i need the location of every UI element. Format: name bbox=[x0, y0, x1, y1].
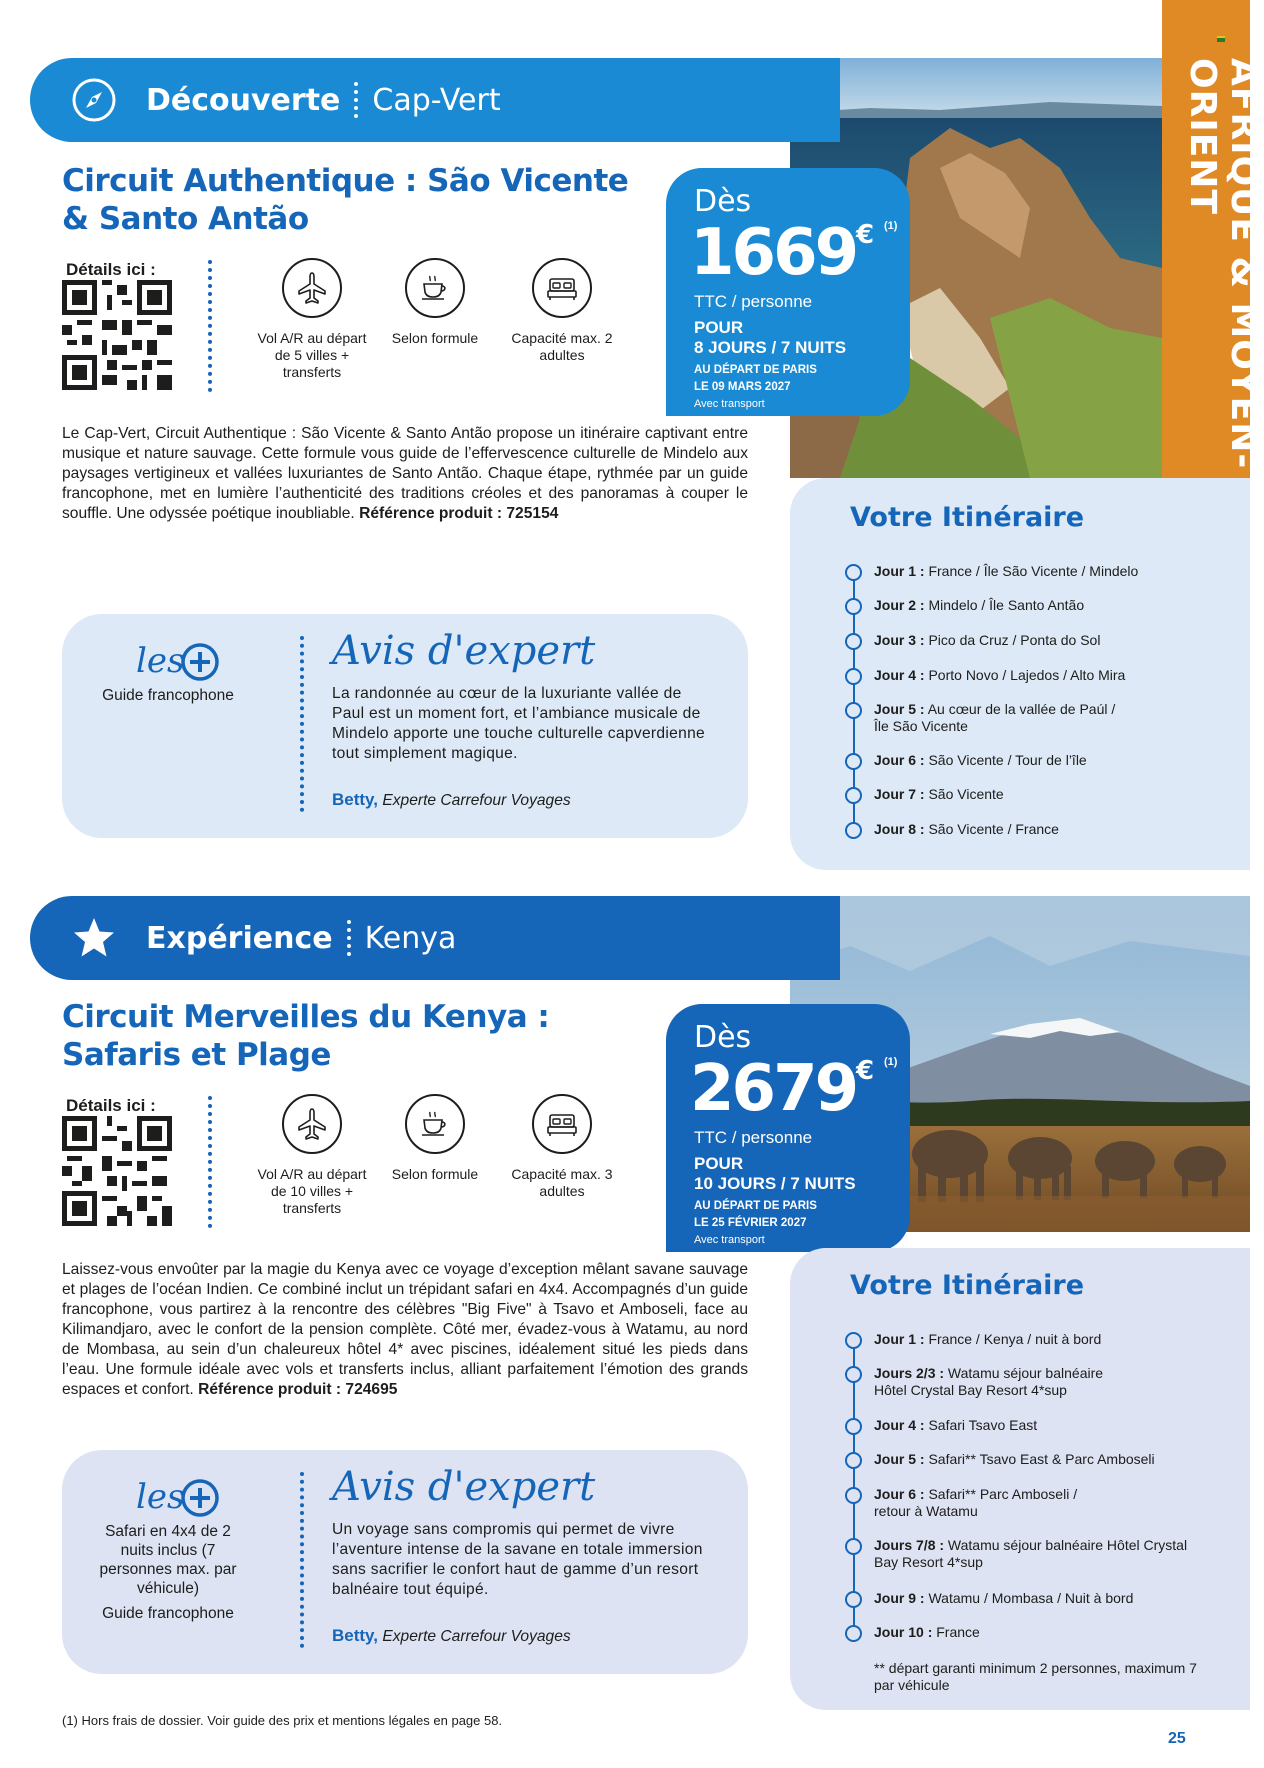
itinerary-day-label: Jour 2 : bbox=[874, 597, 925, 613]
itinerary-day-text: France / Île São Vicente / Mindelo bbox=[928, 563, 1139, 579]
bed-icon bbox=[532, 258, 592, 318]
itinerary-day-label: Jours 7/8 : bbox=[874, 1537, 945, 1553]
itinerary-day-text: France / Kenya / nuit à bord bbox=[928, 1331, 1102, 1347]
itinerary-title: Votre Itinéraire bbox=[850, 1270, 1085, 1301]
section-banner-decouverte bbox=[30, 58, 840, 142]
itinerary-day bbox=[874, 1590, 1214, 1607]
timeline-dot bbox=[845, 1418, 862, 1435]
plus-item: Safari en 4x4 de 2 nuits inclus (7 personnes max. par véhicule) bbox=[99, 1523, 237, 1597]
feature-board bbox=[375, 258, 495, 347]
feature-flight-label: Vol A/R au départ de 10 villes + transferts bbox=[257, 1166, 367, 1216]
timeline-dot bbox=[845, 753, 862, 770]
price-badge bbox=[666, 1004, 910, 1252]
feature-capacity bbox=[502, 258, 622, 364]
feature-board-label: Selon formule bbox=[391, 1166, 479, 1182]
compass-icon bbox=[64, 70, 124, 130]
vertical-divider bbox=[208, 260, 212, 392]
price-per-person: TTC / personne bbox=[694, 292, 813, 311]
plus-list bbox=[90, 686, 246, 705]
plus-list bbox=[90, 1522, 246, 1623]
price-transport: Avec transport bbox=[694, 1234, 765, 1246]
itinerary-day bbox=[874, 1624, 1214, 1641]
region-label: AFRIQUE & MOYEN-ORIENT bbox=[1182, 58, 1264, 470]
itinerary-day-label: Jour 4 : bbox=[874, 1417, 925, 1433]
footnote: (1) Hors frais de dossier. Voir guide des prix et mentions légales en page 58. bbox=[62, 1713, 503, 1728]
timeline-dot bbox=[845, 702, 862, 719]
itinerary-day-text: Safari** Parc Amboseli / bbox=[928, 1486, 1078, 1502]
itinerary-day-label: Jour 6 : bbox=[874, 1486, 925, 1502]
price-currency: € bbox=[856, 1056, 875, 1086]
banner-category: Découverte bbox=[146, 82, 341, 118]
itinerary-day bbox=[874, 597, 1214, 614]
expert-signature: Betty, Experte Carrefour Voyages bbox=[332, 790, 571, 809]
les-text: les bbox=[136, 1477, 185, 1517]
price-currency: € bbox=[856, 220, 875, 250]
itinerary-day bbox=[874, 563, 1214, 580]
price-from: Dès bbox=[694, 184, 752, 219]
itinerary-title: Votre Itinéraire bbox=[850, 502, 1085, 533]
price-note-ref: (1) bbox=[884, 1056, 898, 1068]
feature-flight-label: Vol A/R au départ de 5 villes + transferts bbox=[257, 330, 367, 380]
itinerary-day-text: Safari Tsavo East bbox=[928, 1417, 1038, 1433]
product-reference: Référence produit : 724695 bbox=[198, 1381, 398, 1398]
plus-item: Guide francophone bbox=[102, 687, 234, 704]
price-badge bbox=[666, 168, 910, 416]
itinerary-day-text: Watamu séjour balnéaire bbox=[947, 1365, 1104, 1381]
itinerary-day-text-line2: Île São Vicente bbox=[874, 718, 968, 734]
itinerary-day bbox=[874, 1451, 1214, 1468]
itinerary-day-label: Jour 1 : bbox=[874, 1331, 925, 1347]
plane-icon bbox=[282, 258, 342, 318]
expert-text: Un voyage sans compromis qui permet de vivre l’aventure intense de la savane en totale immersion sans sacrifier le confort haut de gamme d’un resort balnéaire tout équipé. bbox=[332, 1521, 703, 1598]
expert-text: La randonnée au cœur de la luxuriante vallée de Paul est un moment fort, et l’ambiance musicale de Mindelo apporte une touche culturelle capverdienne tout simplement magique. bbox=[332, 685, 706, 762]
itinerary-note: ** départ garanti minimum 2 personnes, maximum 7 par véhicule bbox=[874, 1660, 1197, 1693]
timeline-dot bbox=[845, 1366, 862, 1383]
feature-board-label: Selon formule bbox=[391, 330, 479, 346]
timeline-dot bbox=[845, 1591, 862, 1608]
vertical-divider bbox=[208, 1096, 212, 1228]
offer-description: Le Cap-Vert, Circuit Authentique : São Vicente & Santo Antão propose un itinéraire captivant entre musique et nature sauvage. Cette formule vous guide de l’effervescence culturelle de Mindelo aux paysages vertigineux et vallées luxuriantes de Santo Antão. Chaque étape, rythmée par un guide francophone, met en lumière l’authenticité des traditions créoles et des panoramas à couper le souffle. Une odyssée poétique inoubliable. Référence produit : 725154 bbox=[62, 425, 748, 522]
plus-badge bbox=[134, 1470, 234, 1520]
itinerary-day-label: Jour 10 : bbox=[874, 1624, 933, 1640]
expert-divider bbox=[300, 1472, 304, 1648]
product-reference: Référence produit : 725154 bbox=[359, 505, 559, 522]
timeline-dot bbox=[845, 1625, 862, 1642]
expert-title: Avis d'expert bbox=[332, 628, 596, 674]
expert-signature: Betty, Experte Carrefour Voyages bbox=[332, 1626, 571, 1645]
timeline-dot bbox=[845, 633, 862, 650]
itinerary-day-text: Watamu / Mombasa / Nuit à bord bbox=[928, 1590, 1134, 1606]
offer-description: Laissez-vous envoûter par la magie du Kenya avec ce voyage d’exception mêlant savane sauvage et plages de l’océan Indien. Ce combiné inclut un trépidant safari en 4x4. Accompagnés d’un guide francophone, vous partirez à la rencontre des célèbres "Big Five" à Tsavo et Amboseli, face au Kilimandjaro, avec le confort de la pension complète. Côté mer, évadez-vous à Watamu, au nord de Mombasa, au sein d’un chaleureux hôtel 4* avec piscines, idéalement situé les pieds dans l’eau. Une formule idéale avec vols et transferts inclus, alliant parfaitement l’émotion des grands espaces et confort. Référence produit : 724695 bbox=[62, 1261, 748, 1398]
timeline-dot bbox=[845, 668, 862, 685]
feature-flight bbox=[252, 1094, 372, 1217]
itinerary-day-text: São Vicente / France bbox=[928, 821, 1059, 837]
itinerary-day-label: Jour 7 : bbox=[874, 786, 925, 802]
plus-item: Guide francophone bbox=[102, 1605, 234, 1622]
itinerary-day-label: Jour 3 : bbox=[874, 632, 925, 648]
banner-separator bbox=[347, 920, 351, 956]
itinerary-day-label: Jour 6 : bbox=[874, 752, 925, 768]
expert-box bbox=[62, 614, 748, 838]
price-duration: POUR 8 JOURS / 7 NUITS bbox=[694, 318, 847, 357]
bed-icon bbox=[532, 1094, 592, 1154]
itinerary-day bbox=[874, 1486, 1214, 1520]
itinerary-day-text: Safari** Tsavo East & Parc Amboseli bbox=[928, 1451, 1155, 1467]
feature-flight bbox=[252, 258, 372, 381]
coffee-cup-icon bbox=[405, 258, 465, 318]
details-label: Détails ici : bbox=[66, 260, 156, 279]
itinerary-day-text: Pico da Cruz / Ponta do Sol bbox=[928, 632, 1101, 648]
itinerary-day-label: Jours 2/3 : bbox=[874, 1365, 945, 1381]
itinerary-day bbox=[874, 1417, 1214, 1434]
itinerary-day-text: Mindelo / Île Santo Antão bbox=[928, 597, 1085, 613]
les-text: les bbox=[136, 641, 185, 681]
itinerary-day bbox=[874, 632, 1214, 649]
timeline-line bbox=[853, 1340, 855, 1632]
banner-destination: Cap-Vert bbox=[372, 82, 501, 118]
offer-title: Circuit Authentique : São Vicente & Santo Antão bbox=[62, 163, 629, 237]
banner-category: Expérience bbox=[146, 920, 333, 956]
expert-divider bbox=[300, 636, 304, 812]
banner-separator bbox=[354, 82, 358, 118]
itinerary-day bbox=[874, 1537, 1214, 1571]
itinerary-day-label: Jour 8 : bbox=[874, 821, 925, 837]
itinerary-day-text: Au cœur de la vallée de Paúl / bbox=[927, 701, 1116, 717]
timeline-dot bbox=[845, 1452, 862, 1469]
plane-icon bbox=[282, 1094, 342, 1154]
itinerary-day-label: Jour 5 : bbox=[874, 701, 925, 717]
price-departure: AU DÉPART DE PARIS LE 09 MARS 2027 bbox=[694, 364, 817, 393]
price-per-person: TTC / personne bbox=[694, 1128, 813, 1147]
feature-board bbox=[375, 1094, 495, 1183]
banner-destination: Kenya bbox=[364, 920, 457, 956]
itinerary-day-text: Porto Novo / Lajedos / Alto Mira bbox=[928, 667, 1126, 683]
feature-capacity-label: Capacité max. 2 adultes bbox=[511, 330, 613, 363]
itinerary-day-label: Jour 1 : bbox=[874, 563, 925, 579]
itinerary-day-text: São Vicente / Tour de l’île bbox=[928, 752, 1087, 768]
price-from: Dès bbox=[694, 1020, 752, 1055]
timeline-dot bbox=[845, 1332, 862, 1349]
itinerary-day-label: Jour 5 : bbox=[874, 1451, 925, 1467]
itinerary-day-text: France bbox=[936, 1624, 980, 1640]
itinerary-day bbox=[874, 701, 1214, 735]
timeline-dot bbox=[845, 787, 862, 804]
timeline-dot bbox=[845, 1538, 862, 1555]
itinerary-day-text: São Vicente bbox=[928, 786, 1004, 802]
itinerary-day bbox=[874, 821, 1214, 838]
itinerary-day bbox=[874, 1331, 1214, 1348]
coffee-cup-icon bbox=[405, 1094, 465, 1154]
itinerary-day bbox=[874, 786, 1214, 803]
section-banner-experience bbox=[30, 896, 840, 980]
flag-icon bbox=[1217, 36, 1225, 42]
offer-title: Circuit Merveilles du Kenya : Safaris et Plage bbox=[62, 999, 550, 1073]
price-duration: POUR 10 JOURS / 7 NUITS bbox=[694, 1154, 856, 1193]
itinerary-day-text-line2: Bay Resort 4*sup bbox=[874, 1554, 983, 1570]
price-departure: AU DÉPART DE PARIS LE 25 FÉVRIER 2027 bbox=[694, 1200, 817, 1229]
itinerary-day bbox=[874, 1365, 1214, 1399]
page-number: 25 bbox=[1168, 1730, 1186, 1747]
timeline-dot bbox=[845, 1487, 862, 1504]
details-label: Détails ici : bbox=[66, 1096, 156, 1115]
timeline-dot bbox=[845, 598, 862, 615]
qr-code[interactable] bbox=[62, 1116, 172, 1226]
itinerary-day-text-line2: Hôtel Crystal Bay Resort 4*sup bbox=[874, 1382, 1067, 1398]
itinerary-day-text-line2: retour à Watamu bbox=[874, 1503, 978, 1519]
feature-capacity-label: Capacité max. 3 adultes bbox=[511, 1166, 613, 1199]
timeline-dot bbox=[845, 564, 862, 581]
itinerary-day-label: Jour 9 : bbox=[874, 1590, 925, 1606]
expert-title: Avis d'expert bbox=[332, 1464, 596, 1510]
timeline-dot bbox=[845, 822, 862, 839]
itinerary-day-text: Watamu séjour balnéaire Hôtel Crystal bbox=[947, 1537, 1188, 1553]
price-note-ref: (1) bbox=[884, 220, 898, 232]
price-amount: 1669 bbox=[690, 216, 857, 290]
price-amount: 2679 bbox=[690, 1052, 857, 1126]
price-transport: Avec transport bbox=[694, 398, 765, 410]
itinerary-day bbox=[874, 667, 1214, 684]
itinerary-day bbox=[874, 752, 1214, 769]
feature-capacity bbox=[502, 1094, 622, 1200]
star-icon bbox=[64, 908, 124, 968]
expert-box bbox=[62, 1450, 748, 1674]
plus-badge bbox=[134, 634, 234, 684]
itinerary-day-label: Jour 4 : bbox=[874, 667, 925, 683]
qr-code[interactable] bbox=[62, 280, 172, 390]
